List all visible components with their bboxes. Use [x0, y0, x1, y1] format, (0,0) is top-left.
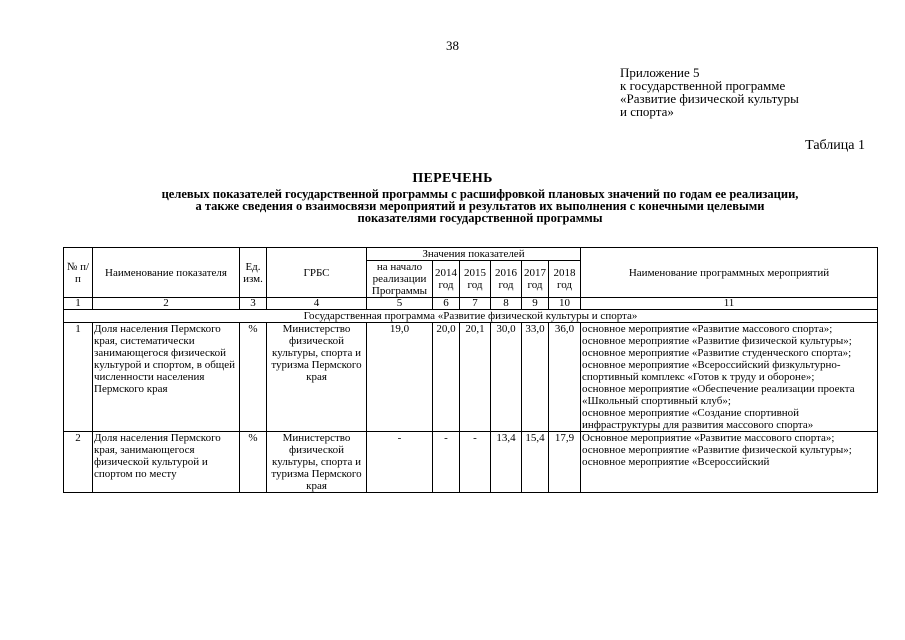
header-grbs: ГРБС [267, 248, 367, 298]
column-number-row [64, 298, 878, 310]
column-number: 11 [581, 298, 878, 310]
column-number: 3 [240, 298, 267, 310]
value-2018: 17,9 [549, 432, 581, 493]
header-2018: 2018 год [549, 261, 581, 298]
value-2016: 13,4 [491, 432, 522, 493]
column-number: 1 [64, 298, 93, 310]
measure-item: основное мероприятие «Создание спортивной инфраструктуры для развития массового спорта» [582, 407, 814, 431]
value-2015: - [460, 432, 491, 493]
header-2017: 2017 год [522, 261, 549, 298]
measure-item: основное мероприятие «Развитие физической культуры»; [582, 444, 852, 456]
value-2014: - [433, 432, 460, 493]
value-2017: 33,0 [522, 323, 549, 432]
value-2014: 20,0 [433, 323, 460, 432]
column-number: 6 [433, 298, 460, 310]
header-name: Наименование показателя [93, 248, 240, 298]
row-num: 1 [64, 323, 93, 432]
measures-cell [581, 432, 878, 493]
grbs: Министерство физической культуры, спорта и туризма Пермского края [267, 432, 367, 493]
document-title: ПЕРЕЧЕНЬ [412, 171, 493, 186]
unit: % [240, 432, 267, 493]
value-2016: 30,0 [491, 323, 522, 432]
header-2015: 2015 год [460, 261, 491, 298]
column-number: 7 [460, 298, 491, 310]
header-start: на начало реализации Программы [367, 261, 433, 298]
measure-item: основное мероприятие «Всероссийский [582, 456, 770, 468]
value-start: 19,0 [367, 323, 433, 432]
column-number: 8 [491, 298, 522, 310]
table-row [64, 323, 878, 432]
column-number: 9 [522, 298, 549, 310]
unit: % [240, 323, 267, 432]
header-measures: Наименование программных мероприятий [581, 248, 878, 298]
header-num: № п/п [64, 248, 93, 298]
measure-item: основное мероприятие «Развитие студенческого спорта»; [582, 347, 852, 359]
page-number: 38 [446, 38, 459, 53]
appendix-line: Приложение 5 [620, 65, 700, 80]
table-label: Таблица 1 [805, 138, 865, 153]
subtitle-line: а также сведения о взаимосвязи мероприятий и результатов их выполнения с конечными целевыми [195, 199, 765, 213]
column-number: 5 [367, 298, 433, 310]
measure-item: основное мероприятие «Всероссийский физкультурно-спортивный комплекс «Готов к труду и обороне»; [582, 359, 841, 383]
header-2016: 2016 год [491, 261, 522, 298]
appendix-line: и спорта» [620, 104, 674, 119]
header-unit: Ед. изм. [240, 248, 267, 298]
value-2017: 15,4 [522, 432, 549, 493]
indicator-name: Доля населения Пермского края, систематически занимающегося физической культурой и спортом, в общей численности населения Пермского края [93, 323, 240, 432]
appendix-line: «Развитие физической культуры [620, 91, 799, 106]
measure-item: основное мероприятие «Развитие массового спорта»; [582, 323, 833, 335]
measure-item: основное мероприятие «Развитие физической культуры»; [582, 335, 852, 347]
program-title-row [64, 310, 878, 323]
indicator-name: Доля населения Пермского края, занимающегося физической культурой и спортом по месту [93, 432, 240, 493]
value-start: - [367, 432, 433, 493]
value-2015: 20,1 [460, 323, 491, 432]
subtitle-line: показателями государственной программы [357, 211, 603, 225]
measure-item: Основное мероприятие «Развитие массового спорта»; [582, 432, 835, 444]
indicators-table [63, 247, 878, 493]
column-number: 4 [267, 298, 367, 310]
program-title: Государственная программа «Развитие физической культуры и спорта» [64, 310, 878, 323]
column-number: 10 [549, 298, 581, 310]
column-number: 2 [93, 298, 240, 310]
document-subtitle [80, 188, 880, 224]
measure-item: основное мероприятие «Обеспечение реализации проекта «Школьный спортивный клуб»; [582, 383, 855, 407]
subtitle-line: целевых показателей государственной программы с расшифровкой плановых значений по годам ее реализации, [161, 187, 799, 201]
table-row [64, 432, 878, 493]
header-values-group: Значения показателей [367, 248, 581, 261]
grbs: Министерство физической культуры, спорта и туризма Пермского края [267, 323, 367, 432]
appendix-note [620, 66, 799, 118]
header-2014: 2014 год [433, 261, 460, 298]
header-row [64, 248, 878, 261]
value-2018: 36,0 [549, 323, 581, 432]
appendix-line: к государственной программе [620, 78, 786, 93]
measures-cell [581, 323, 878, 432]
row-num: 2 [64, 432, 93, 493]
